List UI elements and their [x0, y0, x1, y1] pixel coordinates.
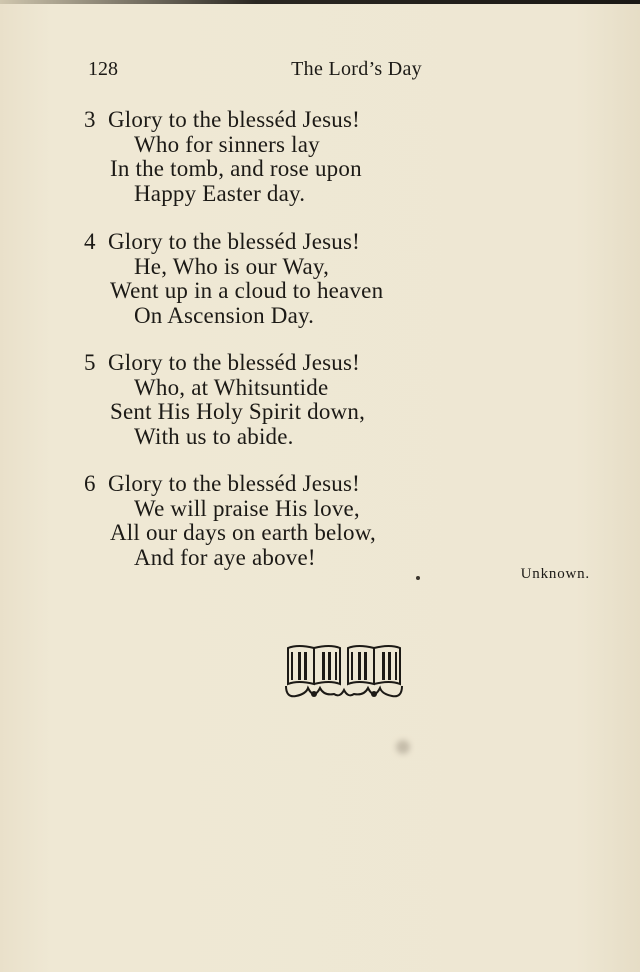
verse-number: 5: [84, 350, 96, 375]
verse-line: On Ascension Day.: [134, 302, 315, 328]
page-top-edge: [0, 0, 640, 4]
running-title: The Lord’s Day: [291, 58, 422, 80]
verse-6: [84, 472, 376, 570]
verse-4: [84, 230, 383, 328]
verse-line: And for aye above!: [134, 544, 316, 570]
verse-number: 3: [84, 107, 96, 132]
verse-number: 4: [84, 229, 96, 254]
verse-line: All our days on earth below,: [110, 520, 376, 545]
verse-5: [84, 351, 365, 449]
verse-line: Who for sinners lay: [134, 131, 320, 157]
page-number: 128: [88, 58, 118, 80]
verse-3: [84, 108, 362, 206]
verse-line: Glory to the blesséd Jesus!: [108, 471, 360, 496]
open-book-ornament-icon: [284, 640, 404, 704]
verse-line: Happy Easter day.: [134, 180, 306, 206]
verse-line: We will praise His love,: [134, 495, 360, 521]
verse-line: Glory to the blesséd Jesus!: [108, 107, 360, 132]
verse-line: With us to abide.: [134, 423, 294, 449]
page-header: [88, 58, 422, 86]
verse-number: 6: [84, 471, 96, 496]
verse-line: Who, at Whitsuntide: [134, 374, 329, 400]
hymn-attribution: Unknown.: [520, 566, 590, 582]
verse-line: Went up in a cloud to heaven: [110, 278, 384, 303]
verse-line: Glory to the blesséd Jesus!: [108, 229, 360, 254]
ink-speck: [416, 576, 420, 580]
verse-line: Glory to the blesséd Jesus!: [108, 350, 360, 375]
verse-line: He, Who is our Way,: [134, 253, 330, 279]
page-smudge: [396, 740, 410, 754]
verse-line: In the tomb, and rose upon: [110, 156, 362, 181]
verse-line: Sent His Holy Spirit down,: [110, 399, 366, 424]
